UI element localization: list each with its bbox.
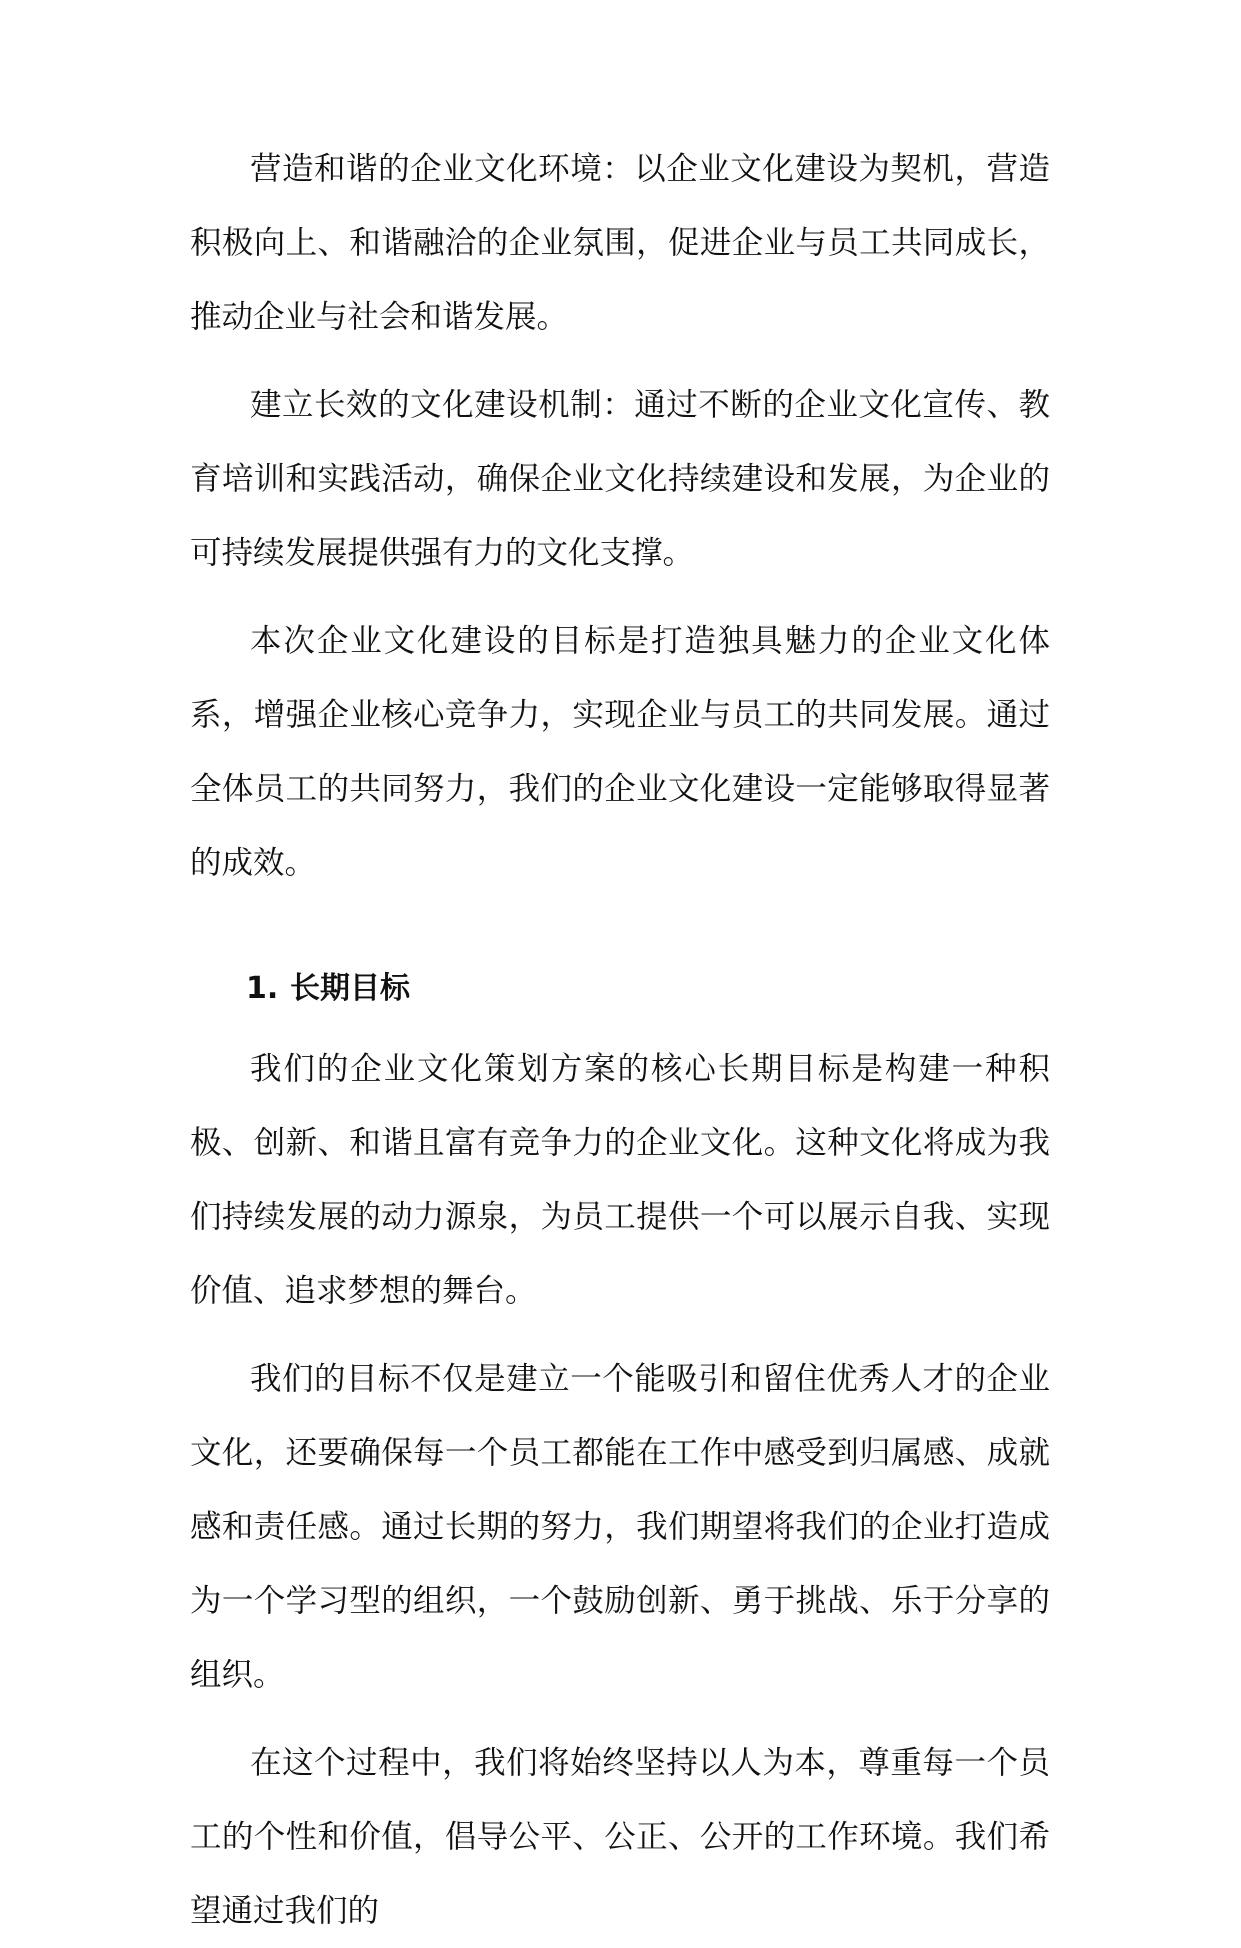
section-heading [190, 952, 1050, 1026]
document-page [190, 132, 1050, 1948]
paragraph-people-oriented: 在这个过程中，我们将始终坚持以人为本，尊重每一个员工的个性和价值，倡导公平、公正、公开的工作环境。我们希望通过我们的 [190, 1745, 1050, 1929]
section-number: 1. [246, 971, 279, 1006]
paragraph-long-term-mechanism: 建立长效的文化建设机制：通过不断的企业文化宣传、教育培训和实践活动，确保企业文化持续建设和发展，为企业的可持续发展提供强有力的文化支撑。 [190, 387, 1050, 571]
paragraph-overall-goal: 本次企业文化建设的目标是打造独具魅力的企业文化体系，增强企业核心竞争力，实现企业与员工的共同发展。通过全体员工的共同努力，我们的企业文化建设一定能够取得显著的成效。 [190, 623, 1050, 881]
section-title: 长期目标 [290, 971, 410, 1006]
paragraph-talent-goal: 我们的目标不仅是建立一个能吸引和留住优秀人才的企业文化，还要确保每一个员工都能在工作中感受到归属感、成就感和责任感。通过长期的努力，我们期望将我们的企业打造成为一个学习型的组织，一个鼓励创新、勇于挑战、乐于分享的组织。 [190, 1361, 1050, 1693]
paragraph-core-long-term-goal: 我们的企业文化策划方案的核心长期目标是构建一种积极、创新、和谐且富有竞争力的企业文化。这种文化将成为我们持续发展的动力源泉，为员工提供一个可以展示自我、实现价值、追求梦想的舞台。 [190, 1051, 1050, 1309]
paragraph-harmonious-environment: 营造和谐的企业文化环境：以企业文化建设为契机，营造积极向上、和谐融洽的企业氛围，促进企业与员工共同成长，推动企业与社会和谐发展。 [190, 151, 1050, 335]
